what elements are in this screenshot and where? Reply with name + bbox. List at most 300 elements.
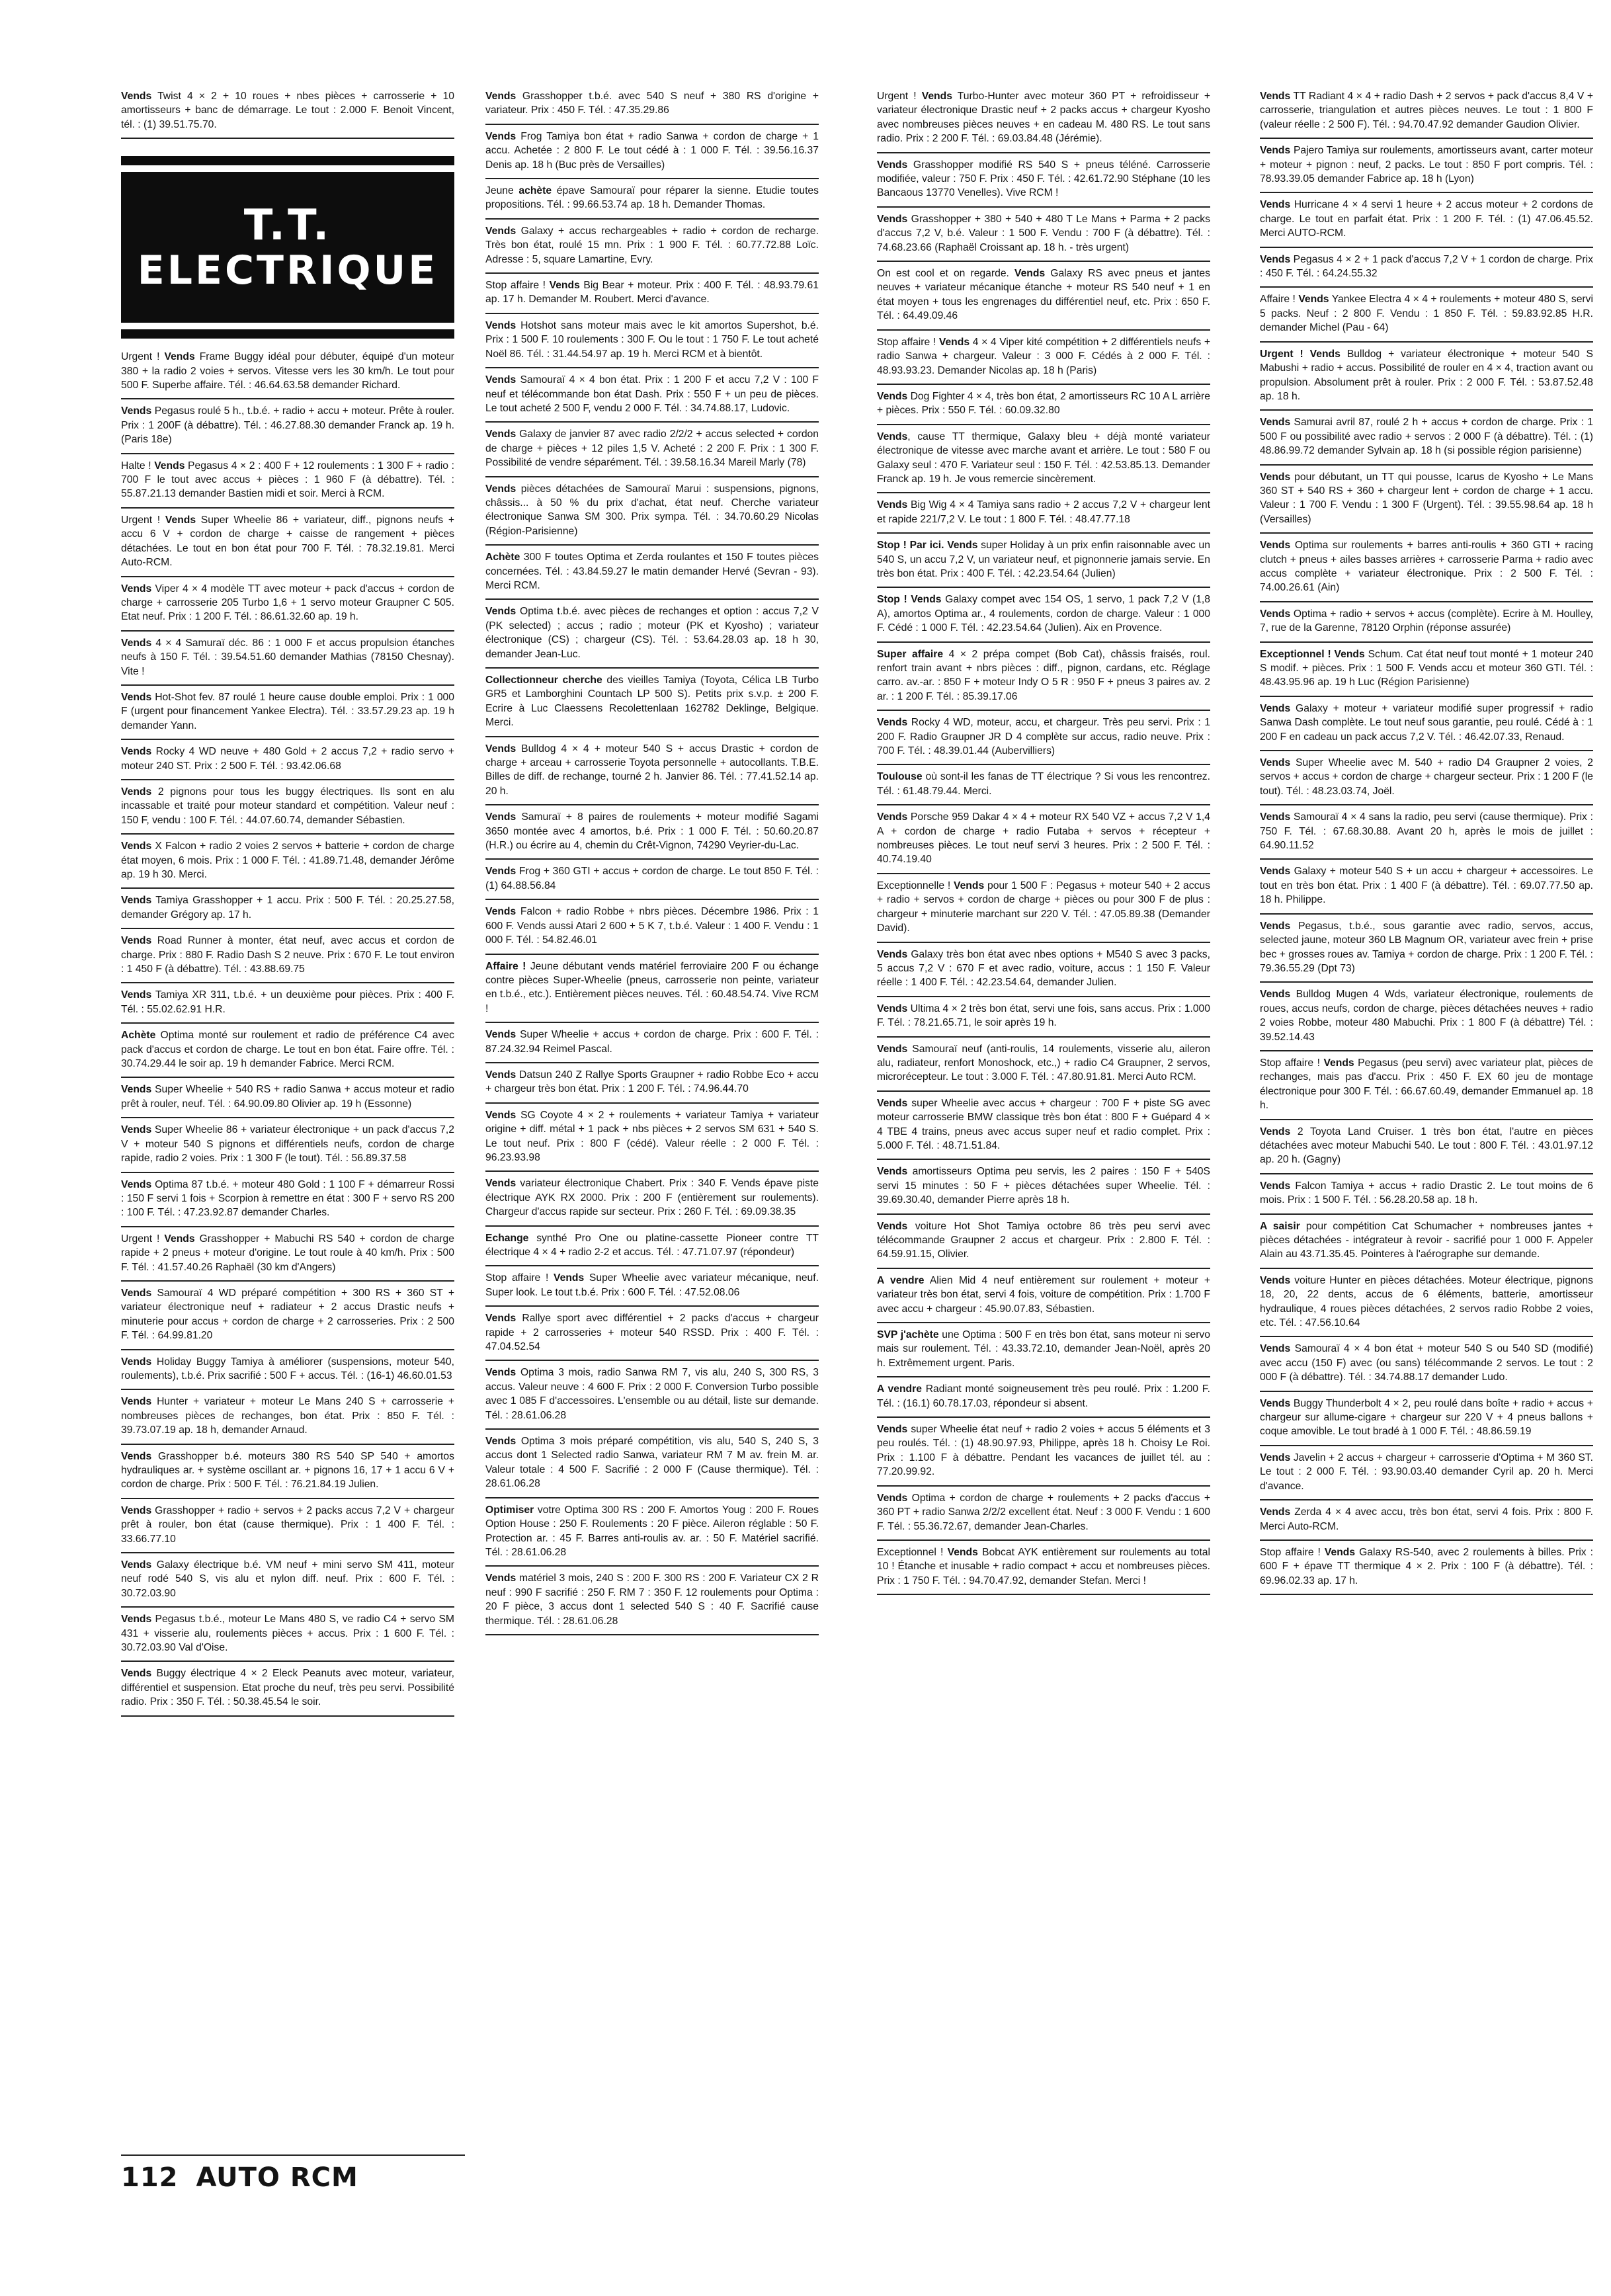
ad-keyword: Vends [1260,540,1291,552]
ad-text: Ultima 4 × 2 très bon état, servi une fois, sans accus. Prix : 1.000 F. Tél. : 78.21.65.71, le soir après 19 h. [877,1003,1210,1029]
ad-text: Optima + cordon de charge + roulements + 2 packs d'accus + 360 PT + radio Sanwa 2/2/2 excellent état. Neuf : 3 000 F. Vendu : 1 600 F. Tél. : 55.36.72.67, demander Jean-Charles. [877,1492,1210,1532]
ad-keyword: Achète [485,552,520,563]
classified-ad [1260,1174,1593,1215]
ad-list [1260,85,1593,1595]
classified-ad [485,955,819,1024]
ad-keyword: Vends [485,374,516,386]
classified-ad [485,423,819,477]
ad-text: des vieilles Tamiya (Toyota, Célica LB Turbo GR5 et Lamborghini Countach LP 500 S). Petits prix s.v.p. ± 200 F. Ecrire à Luc Claessens Recolettenlaan 162782 Deklinge, Belgique. Merci. [485,675,819,729]
ad-keyword: Vends [121,935,152,947]
classified-ad [877,425,1210,494]
ad-keyword: Vends [1260,757,1291,769]
classified-ad [485,314,819,368]
ad-keyword: Vends [877,1003,908,1014]
column-3 [877,85,1210,2161]
classified-ad [121,889,454,929]
ad-text: X Falcon + radio 2 voies 2 servos + batterie + cordon de charge état moyen, 6 mois. Prix : 1 000 F. Tél. : 41.89.71.48, demander Jérôme ap. 19 h 30. Merci. [121,840,454,880]
ad-keyword: Vends [1260,920,1291,932]
ad-text: Hot-Shot fev. 87 roulé 1 heure cause double emploi. Prix : 1 000 F (urgent pour financement Yankee Electra). Tél. : 33.57.29.23 ap. 19 h demander Yann. [121,691,454,731]
ad-keyword: Vends [165,514,196,526]
classified-ad [877,765,1210,805]
ad-text: pièces détachées de Samouraï Marui : suspensions, pignons, châssis... à 50 % du prix d'achat, état neuf. Cherche variateur électronique Sanwa SM 300. Prix sympa. Tél. : 34.70.60.29 Nicolas (Région-Parisienne) [485,483,819,537]
ad-text: Zerda 4 × 4 avec accu, très bon état, servi 4 fois. Prix : 800 F. Merci Auto-RCM. [1260,1506,1593,1532]
classified-ad [877,1092,1210,1161]
classified-ad [485,1307,819,1361]
ad-text: Super Wheelie avec M. 540 + radio D4 Graupner 2 voies, 2 servos + accus + cordon de charge + chargeur secteur. Prix : 1 200 F (le tout). Tél. : 48.23.03.74, Joël. [1260,757,1593,797]
ad-keyword: Echange [485,1232,529,1244]
ad-keyword: Exceptionnel ! Vends [1260,648,1365,660]
ad-text: Super Wheelie avec variateur mécanique, neuf. Super look. Le tout t.b.é. Prix : 600 F. Tél. : 47.52.08.06 [485,1272,819,1298]
ad-keyword: Vends [947,1546,978,1558]
ad-keyword: Vends [121,1668,152,1680]
ad-text: Porsche 959 Dakar 4 × 4 + moteur RX 540 VZ + accus 7,2 V 1,4 A + cordon de charge + radio Futaba + servos + récepteur + nombreuses pièces. Le tout neuf servi 3 heures. Prix : 2 500 F. Tél. : 40.74.19.40 [877,811,1210,866]
classified-ad [877,534,1210,588]
classified-ad [121,1662,454,1716]
classified-ad [485,1430,819,1498]
classified-ad [121,399,454,454]
ad-keyword: Vends [1298,294,1329,306]
classified-ad [121,1024,454,1078]
classified-ad [485,900,819,954]
classified-ad [877,1541,1210,1595]
ad-keyword: Vends [877,1424,908,1436]
ad-text: 4 × 4 Samuraï déc. 86 : 1 000 F et accus propulsion étanches neufs à 150 F. Tél. : 39.54.51.60 demander Mathias (78150 Chesnay). Vite ! [121,637,454,677]
ad-text: Grasshopper + Mabuchi RS 540 + cordon de charge rapide + 2 pneus + moteur d'origine. Le tout roule à 40 km/h. Prix : 500 F. Tél. : 41.57.40.26 Raphaël (30 km d'Angers) [121,1233,454,1273]
ad-keyword: Vends [1014,268,1046,280]
ad-keyword: Urgent ! Vends [1260,348,1341,360]
ad-keyword: Toulouse [877,771,923,783]
ad-keyword: Vends [485,1367,516,1379]
classified-ad [877,331,1210,385]
ad-text: Bulldog 4 × 4 + moteur 540 S + accus Drastic + cordon de charge + arceau + carrosserie Toyota personnelle + autocollants. T.B.E. Billes de diff. de rechange, tourné 2 h. Janvier 86. Tél. : 77.41.52.14 ap. 20 h. [485,743,819,797]
ad-text: Datsun 240 Z Rallye Sports Graupner + radio Robbe Eco + accu + chargeur très bon état. Prix : 1 200 F. Tél. : 74.96.44.70 [485,1069,819,1095]
ad-keyword: Vends [953,880,985,891]
ad-keyword: Collectionneur cherche [485,675,602,686]
ad-text: Bulldog + variateur électronique + moteur 540 S Mabushi + radio + accus. Possibilité de rouler en 4 × 4, traction avant ou propulsion. Absolument prêt à rouler. Prix : 2 000 F. Tél. : 53.87.52.48 ap. 18 h. [1260,348,1593,402]
ad-list [877,85,1210,1595]
ad-keyword: Vends [121,1396,152,1408]
classified-ad [1260,411,1593,465]
classified-ad [877,385,1210,425]
ad-text: variateur électronique Chabert. Prix : 340 F. Vends épave piste électrique AYK RX 2000. Prix : 200 F (entièrement sur roulements). Chargeur d'accus rapide sur secteur. Prix : 260 F. Tél. : 69.09.38.35 [485,1178,819,1218]
ad-keyword: Affaire ! [485,960,526,972]
classified-ad [121,1445,454,1499]
ad-text: Dog Fighter 4 × 4, très bon état, 2 amortisseurs RC 10 A L arrière + pièces. Prix : 550 F. Tél. : 60.09.32.80 [877,390,1210,417]
ad-keyword: Vends [121,1287,152,1299]
classified-ad [485,368,819,423]
ad-text: pour débutant, un TT qui pousse, Icarus de Kyosho + Le Mans 360 ST + 540 RS + 360 + chargeur lent + cordon de charge + 1 accu. Valeur : 1 700 F. Vendu : 1 300 F (Urgent). Tél. : 39.55.98.64 ap. 18 h (Versailles) [1260,471,1593,525]
ad-text: Hurricane 4 × 4 servi 1 heure + 2 accus moteur + 2 cordons de charge. Le tout en parfait état. Prix : 1 200 F. Tél. : (1) 47.06.45.52. Merci AUTO-RCM. [1260,199,1593,239]
classified-ad [485,1172,819,1226]
classified-ad [121,929,454,983]
ad-keyword: Vends [1260,253,1291,265]
ad-keyword: Vends [121,895,152,907]
classified-ad [121,1118,454,1172]
ad-text: , cause TT thermique, Galaxy bleu + déjà monté variateur électronique de vitesse avec marche avant et arrière. Le tout : 580 F ou Galaxy seul : 470 F. Variateur seul : 150 F. Tél. : 42.53.85.13. Demander Franck ap. 19 h. Je vous remercie sincèrement. [877,430,1210,485]
ad-prefix: Affaire ! [1260,294,1299,306]
ad-keyword: Vends [1260,91,1291,102]
ad-text: Galaxy RS avec pneus et jantes neuves + variateur mécanique étanche + moteur RS 540 neuf + 1 en état moyen + tous les engrenages du différentiel neuf, etc. Prix : 650 F. Tél. : 64.49.09.46 [877,268,1210,322]
ad-keyword: Vends [121,746,152,758]
ad-keyword: Vends [1260,1274,1291,1286]
classified-ad [121,509,454,577]
classified-ad [1260,1392,1593,1446]
column-4 [1260,85,1593,2161]
classified-ad [121,686,454,740]
ad-prefix: Stop affaire ! [877,336,939,348]
classified-ad [1260,1541,1593,1595]
classified-ad [1260,1051,1593,1120]
ad-text: Bulldog Mugen 4 Wds, variateur électronique, roulements de roues, accus neufs, cordon de charge, pièces détachées neuves + radio 2 voies Robbe, moteur 480 Mabuchi. Prix : 1 800 F (à débattre) Tél. : 39.52.14.43 [1260,989,1593,1043]
ad-prefix: Stop affaire ! [485,280,550,292]
classified-ad [1260,534,1593,602]
classified-ad [121,1078,454,1118]
ad-text: Holiday Buggy Tamiya à améliorer (suspensions, moteur 540, roulements), t.b.é. Prix sacrifié : 500 F + accus. Tél. : (16-1) 46.60.01.53 [121,1356,454,1381]
ad-text: une Optima : 500 F en très bon état, sans moteur ni servo mais sur roulement. Tél. : 43.33.72.10, demander Jean-Noël, après 20 h. Extrêmement urgent. Paris. [877,1329,1210,1369]
ad-keyword: Vends [121,1356,152,1368]
ad-text: Optima 87 t.b.é. + moteur 480 Gold : 1 100 F + démarreur Rossi : 150 F servi 1 fois + Scorpion à remettre en état : 300 F + servo RS 200 : 100 F. Tél. : 47.23.92.87 demander Charles. [121,1178,454,1219]
ad-keyword: Vends [121,1450,152,1462]
classified-ad [1260,697,1593,751]
classified-ad [877,85,1210,153]
ad-keyword: Vends [1260,811,1291,823]
classified-ad [485,125,819,179]
classified-ad [877,943,1210,997]
ad-text: Grasshopper modifié RS 540 S + pneus téléné. Carrosserie modifiée, valeur : 750 F. Prix : 450 F. Tél. : 42.61.72.90 Stéphane (10 les Bancaous 13770 Venelles). Vive RCM ! [877,159,1210,199]
classified-ad [121,983,454,1024]
ad-text: 2 Toyota Land Cruiser. 1 très bon état, l'autre en pièces détachées avec moteur Mabuchi 540. Le tout : 800 F. Tél. : 43.01.97.12 ap. 20 h. (Gagny) [1260,1126,1593,1166]
ad-keyword: Vends [121,1178,152,1190]
ad-keyword: achète [518,185,552,197]
classified-ad [877,997,1210,1038]
classified-ad [121,1173,454,1227]
classified-ad [877,1215,1210,1269]
ad-prefix: Exceptionnelle ! [877,880,954,891]
ad-text: Optima monté sur roulement et radio de préférence C4 avec pack d'accus et cordon de charge. Le tout en bon état. Faire offre. Tél. : 30.74.29.44 le soir ap. 19 h demander Fabrice. Merci RCM. [121,1030,454,1070]
ad-text: Frog + 360 GTI + accus + cordon de charge. Le tout 850 F. Tél. : (1) 64.88.56.84 [485,866,819,891]
ad-prefix: Urgent ! [121,351,165,363]
ad-text: Big Bear + moteur. Prix : 400 F. Tél. : 48.93.79.61 ap. 17 h. Demander M. Roubert. Merci d'avance. [485,280,819,306]
ad-text: Hunter + variateur + moteur Le Mans 240 S + carrosserie + nombreuses pièces de rechanges, bon état. Prix : 850 F. Tél. : 39.73.07.19 ap. 18 h, demander Arnaud. [121,1396,454,1436]
ad-text: 4 × 2 prépa compet (Bob Cat), châssis fraisés, roul. renfort train avant + nbrs pièces : diff., pignon, cardans, etc. Réglage carro. av.-ar. : 850 F + moteur Indy O 5 R : 950 F + pneus 3 paires av. 2 ar. : 1 200 F. Tél. : 85.39.17.06 [877,648,1210,702]
ad-keyword: Vends [877,499,908,511]
classified-ad [877,1377,1210,1418]
classified-ad [485,1104,819,1172]
classified-ad [877,153,1210,208]
ad-list [485,85,819,1635]
classified-ad [121,1350,454,1391]
ad-keyword: Stop ! Vends [877,594,942,606]
classified-ad [1260,860,1593,914]
classified-ad [485,669,819,737]
ad-keyword: Vends [877,213,908,225]
ad-text: Samouraï 4 × 4 bon état. Prix : 1 200 F et accu 7,2 V : 100 F neuf et télécommande bon état Dash. Prix : 550 F + un peu de pièces. Le tout acheté 2 500 F, vendu 2 000 F. Tél. : 34.74.88.17, Ludovic. [485,374,819,414]
ad-keyword: Vends [1324,1546,1356,1558]
classified-ad [121,632,454,686]
ad-keyword: Vends [938,336,970,348]
classified-ad [485,1266,819,1307]
ad-keyword: Vends [877,390,908,402]
ad-text: Galaxy RS-540, avec 2 roulements à billes. Prix : 600 F + épave TT thermique 4 × 2. Prix : 100 F (à débattre). Tél. : 69.96.02.33 ap. 17 h. [1260,1546,1593,1586]
ad-text: Schum. Cat état neuf tout monté + 1 moteur 240 S modif. + pièces. Prix : 1 500 F. Vends accu et moteur 360 GTI. Tél. : 48.43.95.96 ap. 19 h Luc (Région Parisienne) [1260,648,1593,688]
ad-prefix: Exceptionnel ! [877,1546,948,1558]
ad-keyword: Vends [485,811,516,823]
ad-prefix: Urgent ! [121,1233,165,1245]
ad-keyword: Vends [1260,866,1291,878]
ad-text: Galaxy compet avec 154 OS, 1 servo, 1 pack 7,2 V (1,8 A), amortos Optima ar., 4 roulements, cordon de charge. Valeur : 1 000 F. Cédé : 1 000 F. Tél. : 42.23.54.64 (Julien). Aix en Provence. [877,594,1210,634]
ad-keyword: Vends [485,130,516,142]
classified-ad [121,345,454,399]
ad-keyword: Vends [121,1559,152,1571]
classified-ad [485,805,819,860]
ad-prefix: Halte ! [121,460,155,472]
ad-text: Radiant monté soigneusement très peu roulé. Prix : 1.200 F. Tél. : (16.1) 60.78.17.03, répondeur si absent. [877,1383,1210,1409]
column-1 [121,85,454,2161]
ad-text: amortisseurs Optima peu servis, les 2 paires : 150 F + 540S servi 15 minutes : 50 F + pièces détachées super Wheelie. Tél. : 39.69.30.40, demander Pierre après 18 h. [877,1166,1210,1206]
classified-ad [877,1418,1210,1487]
ad-keyword: Vends [877,811,908,823]
ad-text: Pegasus (peu servi) avec variateur plat, pièces de rechanges, mais pas d'accu. Prix : 450 F. EX 60 jeu de montage électronique pour 300 F. Tél. : 66.67.60.49, demander Emmanuel ap. 18 h. [1260,1057,1593,1112]
ad-keyword: Vends [877,1166,908,1178]
classified-ad [485,1567,819,1635]
ad-keyword: Vends [1260,1397,1291,1409]
ad-text: SG Coyote 4 × 2 + roulements + variateur Tamiya + variateur origine + diff. métal + 1 pack + nbs pièces + 2 servos SM 631 + 540 S. Le tout neuf. Prix : 800 F (cédé). Valeur réelle : 2 000 F. Tél. : 96.23.93.98 [485,1109,819,1163]
ad-text: Galaxy de janvier 87 avec radio 2/2/2 + accus selected + cordon de charge + pièces + 12 piles 1,5 V. Acheté : 2 200 F. Prix : 1 300 F. Possibilité de vendre séparément. Tél. : 39.58.16.34 Mareil Marly (78) [485,429,819,469]
ad-keyword: Vends [485,906,516,918]
ad-text: 4 × 4 Viper kité compétition + 2 différentiels neufs + radio Sanwa + chargeur. Valeur : 3 000 F. Cédés à 2 000 F. Tél. : 48.93.93.23. Demander Nicolas ap. 18 h (Paris) [877,336,1210,376]
ad-keyword: Vends [485,743,516,755]
ad-keyword: Vends [877,948,908,960]
ad-text: Samouraï 4 × 4 sans la radio, peu servi (cause thermique). Prix : 750 F. Tél. : 67.68.30.88. Avant 20 h, après le mois de juillet : 64.90.11.52 [1260,811,1593,852]
ad-text: TT Radiant 4 × 4 + radio Dash + 2 servos + pack d'accus 8,4 V + carrosserie, triangulation et autres pièces neuves. Le tout : 1 800 F (valeur réelle : 2 500 F). Tél. : 94.70.47.92 demander Gaudion Olivier. [1260,91,1593,130]
ad-keyword: Vends [121,1124,152,1136]
ad-keyword: Super affaire [877,648,944,660]
ad-text: voiture Hunter en pièces détachées. Moteur électrique, pignons 18, 20, 22 dents, accus de 6 éléments, batterie, amortisseur hydraulique, 4 roues pièces détachées, 2 servos radio Robbe 2 voies, etc. Tél. : 47.56.10.64 [1260,1274,1593,1329]
ad-keyword: Vends [164,351,195,363]
section-title-line-2: ELECTRIQUE [137,247,438,294]
ad-text: Road Runner à monter, état neuf, avec accus et cordon de charge. Prix : 880 F. Radio Dash S 2 neuve. Prix : 670 F. Le tout environ : 1 450 F (à débattre). Tél. : 43.88.69.75 [121,935,454,975]
ad-text: Falcon Tamiya + accus + radio Drastic 2. Le tout moins de 6 mois. Prix : 1 500 F. Tél. : 56.28.20.58 ap. 18 h. [1260,1180,1593,1206]
classified-ad [485,737,819,806]
classified-ad [877,1038,1210,1092]
ad-keyword: Vends [1323,1057,1354,1069]
classified-ad [485,1361,819,1430]
classified-ad [121,740,454,780]
classified-ad [485,179,819,220]
ad-keyword: Vends [877,1043,908,1055]
section-title-block [121,156,454,339]
ad-keyword: Vends [121,840,152,852]
ad-keyword: Vends [154,460,185,472]
ad-text: Tamiya Grasshopper + 1 accu. Prix : 500 F. Tél. : 20.25.27.58, demander Grégory ap. 17 h. [121,895,454,921]
ad-keyword: Vends [877,717,908,729]
ad-keyword: Vends [1260,1343,1291,1355]
ad-keyword: Vends [485,606,516,618]
ad-text: Tamiya XR 311, t.b.é. + un deuxième pour pièces. Prix : 400 F. Tél. : 55.02.62.91 H.R. [121,989,454,1015]
ad-list [121,345,454,1716]
ad-text: super Wheelie avec accus + chargeur : 700 F + piste SG avec moteur carrosserie BMW classique très bon état : 800 F + Guépard 4 × 4 TBE 4 trains, pneus avec accus super neuf et radio complet. Prix : 5.000 F. Tél. : 48.71.51.84. [877,1097,1210,1151]
ad-prefix: Urgent ! [121,514,165,526]
ad-keyword: Vends [1260,608,1291,620]
ad-keyword: Vends [485,1178,516,1190]
ad-text: Pegasus 4 × 2 + 1 pack d'accus 7,2 V + 1 cordon de charge. Prix : 450 F. Tél. : 64.24.55.32 [1260,253,1593,280]
ad-keyword: A saisir [1260,1220,1300,1232]
ad-text: Samouraï neuf (anti-roulis, 14 roulements, visserie alu, aileron alu, radiateur, renfort Monoshock, etc.,) + radio C4 Graupner, 2 servos, microrécepteur. Le tout : 3.000 F. Tél. : 47.80.91.81. Merci Auto RCM. [877,1043,1210,1083]
classified-ad [1260,1500,1593,1541]
classified-ad [877,1160,1210,1214]
classified-ad [121,577,454,632]
ad-text: Super Wheelie + accus + cordon de charge. Prix : 600 F. Tél. : 87.24.32.94 Reimel Pascal. [485,1029,819,1055]
classified-ad [485,860,819,900]
ad-text: super Holiday à un prix enfin raisonnable avec un 540 S, un accu 7,2 V, un variateur neuf, et pignonnerie jamais servie. En très bon état. Prix : 400 F. Tél. : 42.23.54.64 (Julien) [877,540,1210,579]
classified-ad [121,1390,454,1444]
ad-keyword: Vends [554,1272,585,1284]
ad-keyword: Vends [1260,1506,1291,1518]
ad-keyword: Vends [1260,1452,1291,1463]
footer-rule [121,2154,465,2156]
ad-keyword: Vends [877,159,908,171]
ad-prefix: Stop affaire ! [485,1272,554,1284]
section-title-line-1: T.T. [243,201,332,251]
ad-keyword: Vends [877,1220,908,1232]
classified-ad [877,805,1210,874]
ad-text: Grasshopper + 380 + 540 + 480 T Le Mans + Parma + 2 packs d'accus 7,2 V, b.é. Valeur : 1 500 F. Vendu : 700 F (à débattre). Tél. : 74.68.23.66 (Raphaël Croissant ap. 18 h. - très urgent) [877,213,1210,253]
ad-text: Twist 4 × 2 + 10 roues + nbes pièces + carrosserie + 10 amortisseurs + banc de démarrage. Le tout : 2.000 F. Benoit Vincent, tél. : (1) 39.51.75.70. [121,91,454,130]
classified-ad [485,1063,819,1104]
classified-ad [877,1487,1210,1541]
classified-ad [121,1608,454,1662]
classified-ad [1260,193,1593,247]
ad-text: Big Wig 4 × 4 Tamiya sans radio + 2 accus 7,2 V + chargeur lent et rapide 221/7,2 V. Le tout : 1 800 F. Tél. : 48.47.77.18 [877,499,1210,525]
ad-keyword: Vends [121,1504,152,1516]
classified-ad [877,711,1210,765]
classified-ad [1260,983,1593,1051]
classified-ad [1260,1120,1593,1174]
ad-text: Javelin + 2 accus + chargeur + carrosserie d'Optima + M 360 ST. Le tout : 2 000 F. Tél. : 93.90.03.40 demander Cyril ap. 20 h. Merci d'avance. [1260,1452,1593,1492]
ad-text: Optima 3 mois préparé compétition, vis alu, 540 S, 240 S, 3 accus dont 1 Selected radio Sanwa, variateur RM 7 M av. frein M. ar. Valeur totale : 4 500 F. Sacrifié : 2 000 F (Cause thermique). Tél. : 28.61.06.28 [485,1436,819,1490]
ad-text: super Wheelie état neuf + radio 2 voies + accus 5 éléments et 3 peu roulés. Tél. : (1) 48.90.97.93, Philippe, après 18 h. Choisy Le Roi. Prix : 1.100 F à débattre. Pendant les vacances de juillet tél. au : 77.20.99.92. [877,1424,1210,1478]
classified-ad [485,477,819,546]
classified-ad [121,835,454,889]
magazine-name: AUTO RCM [196,2162,358,2193]
ad-text: 2 pignons pour tous les buggy électriques. Ils sont en alu incassable et traité pour moteur standard et compétition. Valeur neuf : 150 F, vendu : 100 F. Tél. : 44.07.60.74, demander Sébastien. [121,786,454,826]
ad-text: Galaxy très bon état avec nbes options + M540 S avec 3 packs, 5 accus 7,2 V : 670 F et avec radio, voiture, accus : 1 150 F. Valeur réelle : 1 400 F. Tél. : 42.23.54.64, demander Julien. [877,948,1210,989]
ad-keyword: Vends [1260,702,1291,714]
classified-ad [877,1323,1210,1377]
ad-prefix: Urgent ! [877,91,922,102]
ad-keyword: Vends [121,786,152,798]
classified-ad [1260,343,1593,411]
ad-text: Optima + radio + servos + accus (complète). Ecrire à M. Houlley, 7, rue de la Garenne, 78120 Orphin (réponse assurée) [1260,608,1593,634]
ad-text: où sont-il les fanas de TT électrique ? Si vous les rencontrez. Tél. : 61.48.79.44. Merci. [877,771,1210,797]
ad-text: Jeune débutant vends matériel ferroviaire 200 F ou échange contre pièces Super-Wheelie (pneus, carrosserie non peinte, variateur en t.b.é., etc.). Entièrement pièces neuves. Tél. : 60.48.54.74. Vive RCM ! [485,960,819,1014]
classified-ad [485,600,819,669]
ad-prefix: Stop affaire ! [1260,1057,1324,1069]
ad-text: Rocky 4 WD neuve + 480 Gold + 2 accus 7,2 + radio servo + moteur 240 ST. Prix : 2 500 F. Tél. : 93.42.06.68 [121,746,454,772]
ad-text: Hotshot sans moteur mais avec le kit amortos Supershot, b.é. Prix : 1 500 F. 10 roulements : 300 F. Ou le tout : 1 750 F. Le tout acheté Noël 86. Tél. : 31.44.54.97 ap. 19 h. Merci RCM et à bientôt. [485,319,819,360]
classified-ad [121,454,454,509]
ad-text: Samuraï + 8 paires de roulements + moteur modifié Sagami 3650 montée avec 4 amortos, b.é. Prix : 1 000 F. Tél. : 50.60.20.87 (H.R.) ou écrire au 4, chemin du Crêt-Vignon, 74290 Veyrier-du-Lac. [485,811,819,852]
classified-ad [121,1227,454,1282]
classified-ad [485,1023,819,1063]
classified-ad [877,262,1210,331]
classified-ad [485,546,819,600]
ad-keyword: Vends [485,1573,516,1584]
classified-ad [1260,139,1593,193]
ad-text: Rallye sport avec différentiel + 2 packs d'accus + chargeur rapide + 2 carrosseries + moteur 540 RSSD. Prix : 400 F. Tél. : 47.04.52.54 [485,1313,819,1353]
classified-ad [1260,248,1593,288]
classified-ad [1260,1269,1593,1338]
classified-ad [1260,643,1593,697]
classified-ad [877,874,1210,943]
ad-keyword: Vends [877,1492,908,1504]
ad-text: Frame Buggy idéal pour débuter, équipé d'un moteur 380 + la radio 2 voies + servos. Vitesse vers les 30 km/h. Le tout pour 500 F. Superbe affaire. Tél. : 46.64.63.58 demander Richard. [121,351,454,391]
ad-keyword: Vends [485,1069,516,1081]
ad-text: Buggy Thunderbolt 4 × 2, peu roulé dans boîte + radio + accus + chargeur sur allume-cigare + chargeur sur 220 V + 4 pneus ballons + coque amovible. Le tout bradé à 1 000 F. Tél. : 48.86.59.19 [1260,1397,1593,1438]
classified-ad [121,1282,454,1350]
ad-keyword: Vends [485,91,516,102]
classified-ad [1260,466,1593,534]
classified-ad [485,85,819,125]
classified-ad [877,208,1210,262]
ad-text: Grasshopper b.é. moteurs 380 RS 540 SP 540 + amortos hydrauliques ar. + système oscillant ar. + pignons 16, 17 + 1 accu 6 V + cordon de charge. Prix : 500 F. Tél. : 76.21.84.19 Julien. [121,1450,454,1491]
ad-text: Pegasus 4 × 2 : 400 F + 12 roulements : 1 300 F + radio : 700 F le tout avec accus + pièces : 1 960 F (à débattre). Tél. : 55.87.21.13 demander Bastien midi et soir. Merci à RCM. [121,460,454,500]
classified-ad [485,274,819,314]
ad-keyword: Vends [921,91,952,102]
ad-keyword: Vends [1260,145,1291,157]
ad-prefix: On est cool et on regarde. [877,268,1014,280]
ad-text: Grasshopper t.b.é. avec 540 S neuf + 380 RS d'origine + variateur. Prix : 450 F. Tél. : 47.35.29.86 [485,91,819,116]
ad-text: matériel 3 mois, 240 S : 200 F. 300 RS : 200 F. Variateur CX 2 R neuf : 990 F sacrifié : 250 F. RM 7 : 350 F. 12 roulements pour Optima : 20 F pièce, 3 accus dont 1 selected 540 S : 40 F. Sacrifié cause thermique. Tél. : 28.61.06.28 [485,1573,819,1627]
ad-text: Samurai avril 87, roulé 2 h + accus + cordon de charge. Prix : 1 500 F ou possibilité avec radio + servos : 2 000 F (à débattre). Tél. : (1) 48.86.99.72 demander Sylvain ap. 18 h (si possible région parisienne) [1260,417,1593,457]
classified-ad [121,1499,454,1553]
classified-ad [1260,1215,1593,1269]
ad-text: synthé Pro One ou platine-cassette Pioneer contre TT électrique 4 × 4 + radio 2-2 et accus. Tél. : 47.71.07.97 (répondeur) [485,1232,819,1258]
ad-keyword: Vends [1260,1180,1291,1192]
ad-text: Pegasus t.b.é., moteur Le Mans 480 S, ve radio C4 + servo SM 431 + visserie alu, roulements pièces + accus. Prix : 1 600 F. Tél. : 30.72.03.90 Val d'Oise. [121,1614,454,1654]
ad-text: votre Optima 300 RS : 200 F. Amortos Youg : 200 F. Roues Option House : 250 F. Roulements : 20 F pièce. Aileron réglable : 50 F. Protection ar. : 45 F. Barres anti-roulis av. ar. : 50 F. Matériel sacrifié. Tél. : 28.61.06.28 [485,1504,819,1558]
ad-keyword: Vends [485,429,516,440]
ad-text: Super Wheelie + 540 RS + radio Sanwa + accus moteur et radio prêt à rouler, neuf. Tél. : 64.90.09.80 Olivier ap. 19 h (Essonne) [121,1084,454,1110]
ad-keyword: Vends [877,430,908,442]
ad-text: Yankee Electra 4 × 4 + roulements + moteur 480 S, servi 5 packs. Neuf : 2 800 F. Vendu : 1 850 F. Tél. : 59.83.92.85 H.R. demander Michel (Pau - 64) [1260,294,1593,334]
classified-ad [877,588,1210,642]
ad-keyword: SVP j'achète [877,1329,939,1341]
ad-text: Alien Mid 4 neuf entièrement sur roulement + moteur + variateur très bon état, servi 4 fois, voiture de compétition. Prix : 1.700 F avec accu + chargeur : 45.90.07.83, Sébastien. [877,1274,1210,1315]
ad-keyword: Vends [164,1233,195,1245]
ad-keyword: Vends [1260,199,1291,211]
ad-keyword: Vends [485,1029,516,1041]
ad-keyword: Vends [877,1097,908,1109]
ad-text: Super Wheelie 86 + variateur électronique + un pack d'accus 7,2 V + moteur 540 S pignons et différentiels neufs, cordon de charge rapide, radio 2 voies. Prix : 1 300 F (le tout). Tél. : 56.89.37.58 [121,1124,454,1165]
ad-text: Bobcat AYK entièrement sur roulements au total 10 ! Étanche et inusable + radio compact + accu et nombreuses pièces. Prix : 1 750 F. Tél. : 94.70.47.92, demander Stefan. Merci ! [877,1546,1210,1586]
classified-ad [121,780,454,835]
ad-keyword: Vends [121,1084,152,1096]
classified-ad [1260,602,1593,643]
ad-text: pour compétition Cat Schumacher + nombreuses jantes + pièces détachées - intégrateur à revoir - sacrifié pour 1 000 F. Appeler Alain au 43.71.35.45. Pointeres à l'aérographe sur demande. [1260,1220,1593,1260]
classified-ad [121,85,454,139]
classified-ad [1260,288,1593,342]
ad-keyword: Optimiser [485,1504,534,1516]
ad-text: Pegasus roulé 5 h., t.b.é. + radio + accu + moteur. Prête à rouler. Prix : 1 200F (à débattre). Tél. : 46.27.88.30 demander Franck ap. 19 h. (Paris 18e) [121,405,454,446]
classified-ad [877,1269,1210,1323]
ad-keyword: Vends [121,989,152,1001]
ad-keyword: Vends [485,483,516,495]
ad-prefix: Jeune [485,185,519,197]
ad-group-top [121,85,454,139]
classified-ad [877,493,1210,534]
ad-keyword: Vends [121,91,152,102]
